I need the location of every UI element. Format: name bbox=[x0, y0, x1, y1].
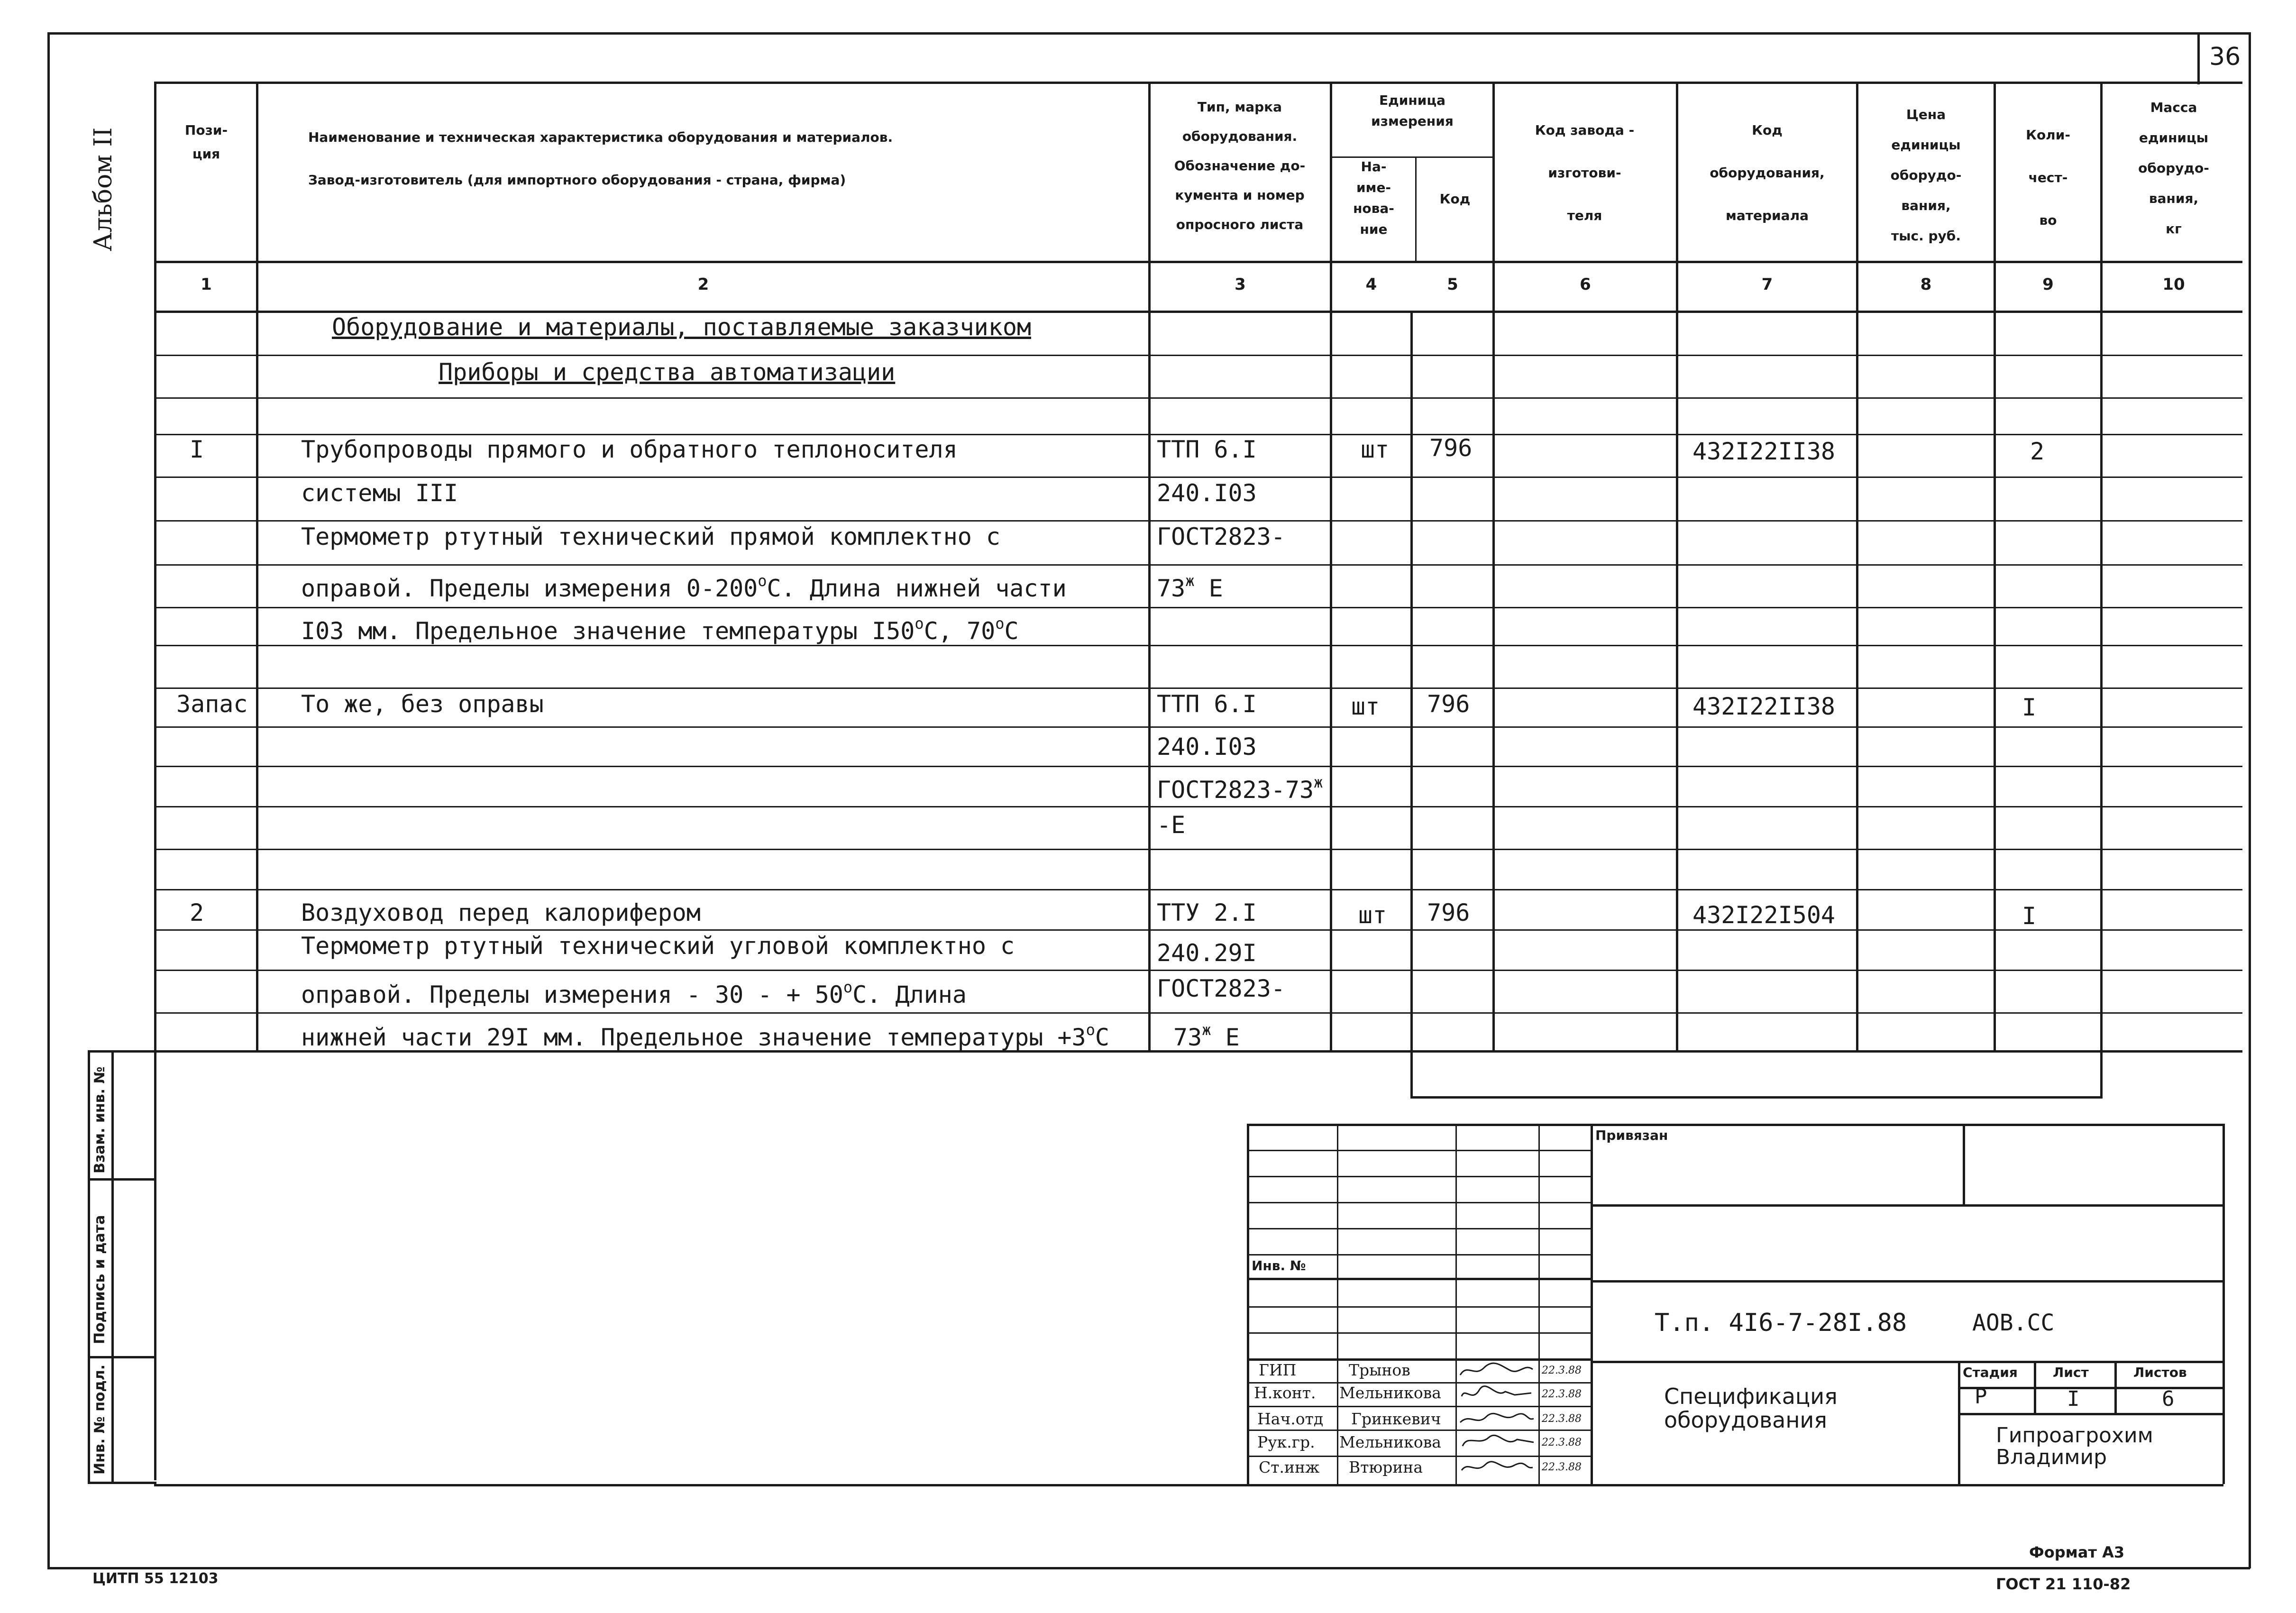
type-mark: ГОСТ2823- bbox=[1157, 523, 1285, 550]
signature-image bbox=[1458, 1458, 1536, 1477]
person-name: Трынов bbox=[1349, 1361, 1410, 1379]
person-name: Мельникова bbox=[1339, 1433, 1441, 1451]
type-mark: ТТП 6.I bbox=[1157, 690, 1257, 718]
sign-date: 22.3.88 bbox=[1542, 1461, 1582, 1473]
item-name: I03 мм. Предельное значение температуры $I50^оС$, $70^оС$ bbox=[301, 614, 1019, 645]
sheets-value: 6 bbox=[2162, 1387, 2175, 1411]
position: I bbox=[190, 436, 204, 463]
col-number: 6 bbox=[1580, 275, 1591, 294]
stage-value: Р bbox=[1975, 1384, 1987, 1409]
quantity: I bbox=[2022, 694, 2037, 721]
header-unit: Единица измерения bbox=[1371, 92, 1454, 129]
header-col3: Тип, марка оборудования. Обозначение до- кумента и номер опросного листа bbox=[1174, 99, 1306, 232]
col-number: 4 bbox=[1365, 275, 1377, 294]
header-col6: Код завода - изготови- теля bbox=[1535, 122, 1635, 223]
role: Ст.инж bbox=[1259, 1458, 1320, 1476]
footer-code: ЦИТП 55 12103 bbox=[92, 1570, 219, 1587]
frame-right bbox=[2249, 32, 2251, 1568]
quantity: 2 bbox=[2030, 438, 2045, 465]
unit-name: шт bbox=[1361, 436, 1390, 463]
format-label: Формат А3 bbox=[2029, 1543, 2125, 1561]
unit-name: шт bbox=[1358, 901, 1387, 929]
sheet-value: I bbox=[2067, 1387, 2080, 1411]
col-number: 10 bbox=[2162, 275, 2185, 294]
section-subtitle: Приборы и средства автоматизации bbox=[439, 358, 896, 386]
item-name: оправой. Пределы измерения - 30 - + $50^оС$. Длина bbox=[301, 978, 967, 1008]
signature-date-label: Подпись и дата bbox=[91, 1215, 108, 1344]
position: Запас bbox=[176, 690, 248, 718]
header-col7: Код оборудования, материала bbox=[1710, 122, 1825, 223]
type-mark: $73^ж$ Е bbox=[1157, 572, 1223, 602]
role: Н.конт. bbox=[1254, 1384, 1316, 1402]
header-col5: Код bbox=[1439, 191, 1471, 207]
frame-top bbox=[47, 32, 2250, 35]
type-mark: ТТУ 2.I bbox=[1157, 899, 1257, 926]
privyazan-label: Привязан bbox=[1595, 1127, 1668, 1143]
gost-label: ГОСТ 21 110-82 bbox=[1996, 1575, 2131, 1593]
signature-image bbox=[1458, 1409, 1536, 1428]
type-mark: -Е bbox=[1157, 811, 1186, 839]
col-number: 2 bbox=[697, 275, 709, 294]
type-mark: ТТП 6.I bbox=[1157, 436, 1257, 463]
col-number: 8 bbox=[1920, 275, 1932, 294]
type-mark: 240.29I bbox=[1157, 939, 1257, 967]
col-number: 1 bbox=[201, 275, 212, 294]
type-mark: $ГОСТ2823-73^ж$ bbox=[1157, 773, 1323, 804]
equipment-code: 432I22II38 bbox=[1692, 693, 1836, 720]
section-title: Оборудование и материалы, поставляемые заказчиком bbox=[332, 313, 1032, 341]
col-number: 9 bbox=[2042, 275, 2054, 294]
equipment-code: 432I22II38 bbox=[1692, 438, 1836, 465]
header-col4: На- име- нова- ние bbox=[1353, 159, 1394, 237]
header-col2: Наименование и техническая характеристика оборудования и материалов. Завод-изготовитель (для импортного оборудования - страна, фирма) bbox=[308, 129, 893, 188]
sheets-label: Листов bbox=[2133, 1365, 2187, 1380]
doc-designation: Т.п. 4I6-7-28I.88 bbox=[1655, 1309, 1907, 1337]
organization: Гипроагрохим Владимир bbox=[1996, 1423, 2153, 1469]
equipment-code: 432I22I504 bbox=[1692, 901, 1836, 929]
type-mark: ГОСТ2823- bbox=[1157, 975, 1285, 1002]
type-mark: $73^ж$ Е bbox=[1173, 1021, 1240, 1051]
item-name: То же, без оправы bbox=[301, 690, 544, 718]
signature-image bbox=[1458, 1432, 1536, 1451]
item-name: оправой. Пределы измерения $0-200^оС$. Длина нижней части bbox=[301, 572, 1067, 602]
item-name: Воздуховод перед калорифером bbox=[301, 899, 701, 926]
header-col8: Цена единицы оборудо- вания, тыс. руб. bbox=[1890, 107, 1962, 244]
col-number: 3 bbox=[1235, 275, 1246, 294]
header-col10: Масса единицы оборудо- вания, кг bbox=[2138, 100, 2209, 237]
document-title: Спецификация оборудования bbox=[1664, 1384, 1838, 1433]
position: 2 bbox=[190, 899, 204, 926]
sheet-label: Лист bbox=[2053, 1365, 2089, 1380]
inv-podl-label: Инв. № подл. bbox=[91, 1364, 108, 1475]
col-number: 5 bbox=[1447, 275, 1458, 294]
col-number: 7 bbox=[1761, 275, 1773, 294]
album-label: Альбом II bbox=[89, 127, 118, 251]
unit-code: 796 bbox=[1427, 899, 1470, 926]
header-col1: Пози- ция bbox=[184, 122, 228, 162]
signature-image bbox=[1458, 1361, 1536, 1380]
item-name: Трубопроводы прямого и обратного теплоносителя bbox=[301, 436, 958, 463]
person-name: Мельникова bbox=[1339, 1384, 1441, 1402]
role: Рук.гр. bbox=[1257, 1433, 1315, 1451]
header-col9: Коли- чест- во bbox=[2026, 127, 2070, 228]
vzam-inv-label: Взам. инв. № bbox=[91, 1066, 108, 1173]
frame-left bbox=[47, 32, 50, 1568]
frame-bottom bbox=[47, 1567, 2250, 1569]
person-name: Гринкевич bbox=[1351, 1410, 1441, 1428]
signature-image bbox=[1458, 1384, 1536, 1403]
person-name: Втюрина bbox=[1349, 1458, 1423, 1476]
role: ГИП bbox=[1259, 1361, 1297, 1379]
sign-date: 22.3.88 bbox=[1542, 1437, 1582, 1448]
item-name: системы III bbox=[301, 479, 458, 507]
sign-date: 22.3.88 bbox=[1542, 1388, 1582, 1400]
stage-label: Стадия bbox=[1963, 1365, 2018, 1380]
unit-code: 796 bbox=[1429, 434, 1473, 462]
role: Нач.отд bbox=[1257, 1410, 1324, 1428]
item-name: Термометр ртутный технический прямой комплектно с bbox=[301, 523, 1001, 550]
unit-name: шт bbox=[1351, 693, 1380, 720]
unit-code: 796 bbox=[1427, 690, 1470, 718]
type-mark: 240.I03 bbox=[1157, 479, 1257, 507]
page-number: 36 bbox=[2209, 43, 2241, 71]
page-number-box bbox=[2197, 32, 2200, 84]
type-mark: 240.I03 bbox=[1157, 733, 1257, 761]
sign-date: 22.3.88 bbox=[1542, 1413, 1582, 1425]
doc-code: АОВ.СС bbox=[1972, 1310, 2055, 1336]
quantity: I bbox=[2022, 902, 2037, 930]
item-name: нижней части 29I мм. Предельное значение температуры $+3^оС$ bbox=[301, 1021, 1110, 1051]
inv-no-label: Инв. № bbox=[1252, 1258, 1306, 1274]
sign-date: 22.3.88 bbox=[1542, 1365, 1582, 1376]
item-name: Термометр ртутный технический угловой комплектно с bbox=[301, 932, 1015, 960]
